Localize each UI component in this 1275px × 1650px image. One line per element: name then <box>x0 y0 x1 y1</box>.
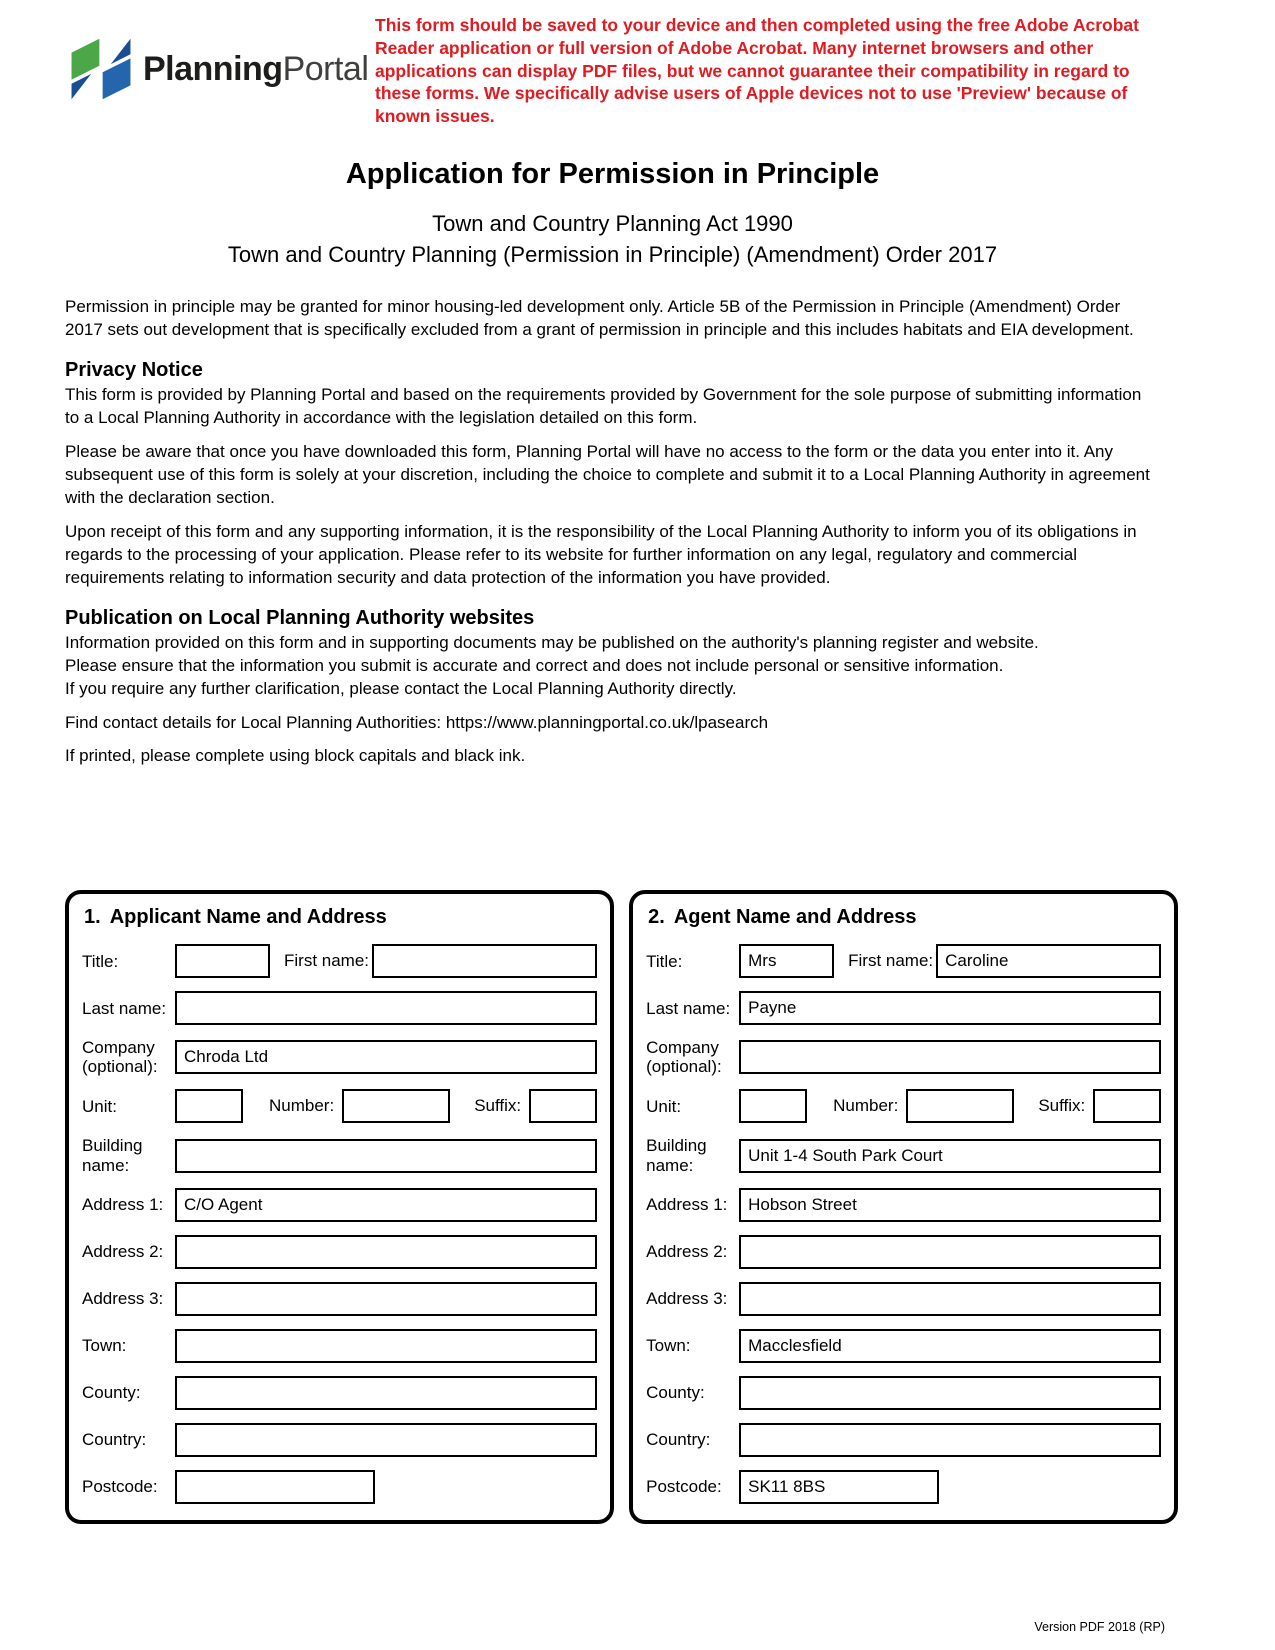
agent-last-name-row <box>646 991 1161 1025</box>
agent-building-name-row <box>646 1136 1161 1174</box>
applicant-country-row <box>82 1423 597 1457</box>
postcode-label: Postcode: <box>646 1477 722 1497</box>
title-label: Title: <box>646 951 683 971</box>
agent-postcode-row <box>646 1470 1161 1504</box>
applicant-building-name-input[interactable] <box>175 1139 597 1173</box>
address3-label: Address 3: <box>82 1289 164 1309</box>
agent-country-row <box>646 1423 1161 1457</box>
agent-address2-input[interactable] <box>739 1235 1161 1269</box>
suffix-label: Suffix: <box>1038 1096 1086 1116</box>
country-label: Country: <box>82 1430 147 1450</box>
applicant-last-name-row <box>82 991 597 1025</box>
agent-county-row <box>646 1376 1161 1410</box>
agent-unit-input[interactable] <box>739 1089 807 1123</box>
subtitle-act-1990: Town and Country Planning Act 1990 <box>432 210 793 236</box>
lpa-contact-paragraph <box>65 712 1160 735</box>
unit-label: Unit: <box>82 1096 117 1116</box>
town-label: Town: <box>82 1336 127 1356</box>
intro-paragraph: Permission in principle may be granted for minor housing-led development only. Article 5B of the Permission in Principle (Amendment) Order 2017 sets out development that is specifically excluded from a grant of permission in principle and this includes habitats and EIA development. <box>65 297 1134 340</box>
applicant-postcode-row <box>82 1470 597 1504</box>
planning-portal-logo-icon <box>65 36 137 102</box>
agent-first-name-input[interactable] <box>936 944 1161 978</box>
agent-address1-row <box>646 1188 1161 1222</box>
agent-postcode-input[interactable] <box>739 1470 939 1504</box>
building-name-label: Building name: <box>646 1136 707 1175</box>
header <box>65 14 1160 128</box>
applicant-number-input[interactable] <box>342 1089 450 1123</box>
first-name-label: First name: <box>284 951 370 971</box>
agent-unit-row <box>646 1089 1161 1123</box>
applicant-address3-row <box>82 1282 597 1316</box>
number-label: Number: <box>833 1096 899 1116</box>
applicant-last-name-input[interactable] <box>175 991 597 1025</box>
agent-building-name-input[interactable] <box>739 1139 1161 1173</box>
privacy-paragraph-1: This form is provided by Planning Portal and based on the requirements provided by Government for the sole purpose of submitting information to a Local Planning Authority in accordance with the legislation detailed on this form. <box>65 385 1142 428</box>
applicant-company-row <box>82 1038 597 1076</box>
agent-title-row <box>646 944 1161 978</box>
agent-address1-input[interactable] <box>739 1188 1161 1222</box>
publication-line-2: Please ensure that the information you submit is accurate and correct and does not include personal or sensitive information. <box>65 655 1004 675</box>
agent-last-name-input[interactable] <box>739 991 1161 1025</box>
name-address-sections <box>65 890 1160 1523</box>
applicant-county-row <box>82 1376 597 1410</box>
print-note: If printed, please complete using block capitals and black ink. <box>65 746 526 766</box>
planning-portal-wordmark <box>143 50 368 89</box>
address2-label: Address 2: <box>82 1242 164 1262</box>
applicant-address3-input[interactable] <box>175 1282 597 1316</box>
number-label: Number: <box>269 1096 335 1116</box>
publication-lines <box>65 632 1160 701</box>
last-name-label: Last name: <box>82 998 167 1018</box>
publication-line-1: Information provided on this form and in supporting documents may be published on the authority's planning register and website. <box>65 632 1039 652</box>
applicant-company-input[interactable] <box>175 1040 597 1074</box>
agent-address3-input[interactable] <box>739 1282 1161 1316</box>
unit-label: Unit: <box>646 1096 682 1116</box>
agent-company-input[interactable] <box>739 1040 1161 1074</box>
country-label: Country: <box>646 1430 711 1450</box>
applicant-section-header <box>82 902 597 931</box>
agent-town-input[interactable] <box>739 1329 1161 1363</box>
applicant-country-input[interactable] <box>175 1423 597 1457</box>
applicant-county-input[interactable] <box>175 1376 597 1410</box>
agent-section-title: Agent Name and Address <box>673 906 917 929</box>
agent-section <box>629 890 1178 1523</box>
applicant-address2-input[interactable] <box>175 1235 597 1269</box>
applicant-town-row <box>82 1329 597 1363</box>
applicant-unit-input[interactable] <box>175 1089 243 1123</box>
agent-country-input[interactable] <box>739 1423 1161 1457</box>
company-label: Company (optional): <box>82 1038 158 1077</box>
agent-suffix-input[interactable] <box>1093 1089 1161 1123</box>
agent-number-input[interactable] <box>906 1089 1014 1123</box>
county-label: County: <box>82 1383 141 1403</box>
publication-line-3: If you require any further clarification, please contact the Local Planning Authority directly. <box>65 678 737 698</box>
building-name-label: Building name: <box>82 1136 143 1175</box>
agent-section-number: 2. <box>648 906 665 929</box>
wordmark-portal: Portal <box>282 49 369 88</box>
applicant-postcode-input[interactable] <box>175 1470 375 1504</box>
postcode-label: Postcode: <box>82 1477 158 1497</box>
page-title: Application for Permission in Principle <box>345 157 880 190</box>
applicant-section <box>65 890 614 1523</box>
agent-address3-row <box>646 1282 1161 1316</box>
applicant-title-row <box>82 944 597 978</box>
version-label: Version PDF 2018 (RP) <box>1034 1620 1165 1634</box>
privacy-paragraph-2: Please be aware that once you have downloaded this form, Planning Portal will have no access to the form or the data you enter into it. Any subsequent use of this form is solely at your discretion, including the choice to complete and submit it to a Local Planning Authority in agreement with the declaration section. <box>65 442 1150 507</box>
lpa-contact-label: Find contact details for Local Planning Authorities: <box>65 712 442 732</box>
address1-label: Address 1: <box>82 1195 164 1215</box>
planning-portal-logo <box>65 36 375 102</box>
applicant-address2-row <box>82 1235 597 1269</box>
applicant-section-title: Applicant Name and Address <box>109 906 387 929</box>
applicant-first-name-input[interactable] <box>372 944 597 978</box>
first-name-label: First name: <box>848 951 934 971</box>
last-name-label: Last name: <box>646 998 731 1018</box>
title-label: Title: <box>82 951 119 971</box>
applicant-suffix-input[interactable] <box>529 1089 597 1123</box>
suffix-label: Suffix: <box>474 1096 522 1116</box>
publication-heading: Publication on Local Planning Authority websites <box>65 606 535 629</box>
address1-label: Address 1: <box>646 1195 728 1215</box>
applicant-title-input[interactable] <box>175 944 270 978</box>
address3-label: Address 3: <box>646 1289 728 1309</box>
applicant-address1-input[interactable] <box>175 1188 597 1222</box>
privacy-paragraph-3: Upon receipt of this form and any supporting information, it is the responsibility of the Local Planning Authority to inform you of its obligations in regards to the processing of your application. Please refer to its website for further information on any legal, regulatory and commercial requirements relating to information security and data protection of the information you have provided. <box>65 521 1137 587</box>
applicant-unit-row <box>82 1089 597 1123</box>
agent-company-row <box>646 1038 1161 1076</box>
applicant-town-input[interactable] <box>175 1329 597 1363</box>
applicant-address1-row <box>82 1188 597 1222</box>
agent-town-row <box>646 1329 1161 1363</box>
agent-section-header <box>646 902 1161 931</box>
company-label: Company (optional): <box>646 1038 722 1077</box>
privacy-notice-heading: Privacy Notice <box>65 359 203 382</box>
applicant-section-number: 1. <box>84 906 101 929</box>
applicant-building-name-row <box>82 1136 597 1174</box>
agent-title-input[interactable] <box>739 944 834 978</box>
adobe-compatibility-warning: This form should be saved to your device and then completed using the free Adobe Acrobat Reader application or full version of Adobe Acrobat. Many internet browsers and other applications can display PDF files, but we cannot guarantee their compatibility in regard to these forms. We specifically advise users of Apple devices not to use 'Preview' because of known issues. <box>375 15 1139 126</box>
agent-county-input[interactable] <box>739 1376 1161 1410</box>
agent-address2-row <box>646 1235 1161 1269</box>
wordmark-planning: Planning <box>143 49 283 88</box>
address2-label: Address 2: <box>646 1242 728 1262</box>
county-label: County: <box>646 1383 705 1403</box>
lpa-search-url[interactable]: https://www.planningportal.co.uk/lpasearch <box>445 712 769 732</box>
town-label: Town: <box>646 1336 691 1356</box>
subtitle-order-2017: Town and Country Planning (Permission in Principle) (Amendment) Order 2017 <box>227 241 998 267</box>
